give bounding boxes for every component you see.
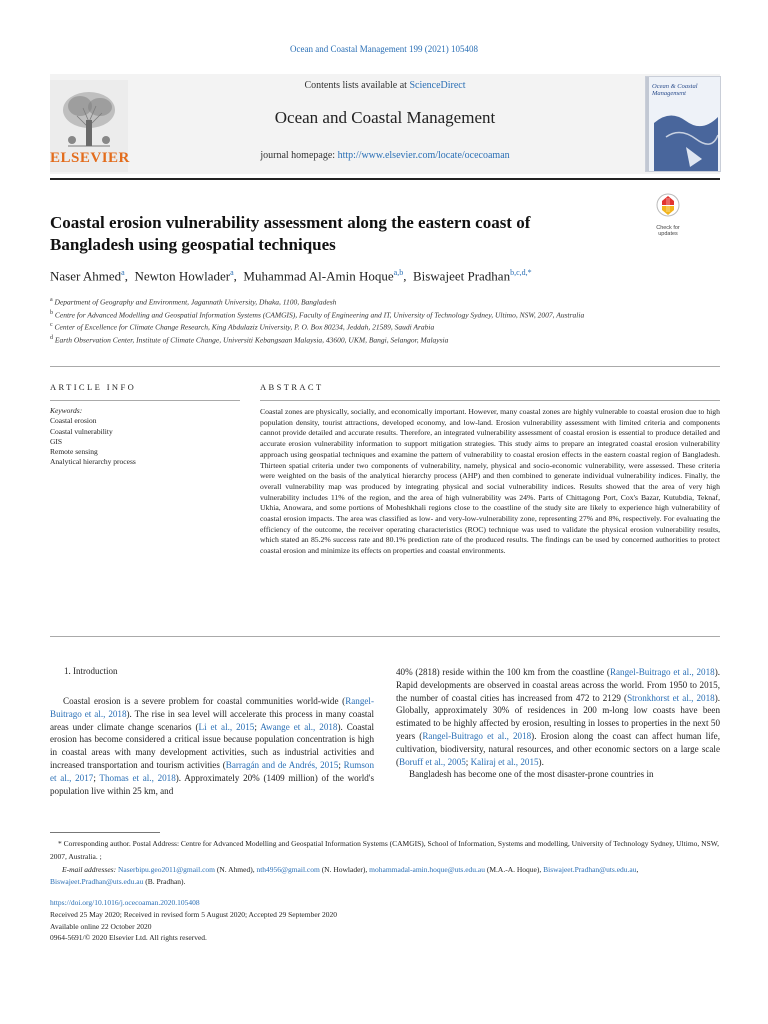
- email-label: E-mail addresses:: [62, 864, 117, 874]
- section-rule: [50, 366, 720, 367]
- corresponding-author-note: * Corresponding author. Postal Address: Centre for Advanced Modelling and Geospatial Information Systems (CAMGIS), School of Information, Systems and modelling, University of Technology Sydney, Ultimo, NSW, 2007, Australia. ;: [50, 839, 719, 861]
- affiliation-marker: d: [50, 334, 53, 341]
- body-text: ;: [338, 759, 344, 770]
- citation-link[interactable]: Stronkhorst et al., 2018: [627, 692, 715, 703]
- article-title-line-1: Coastal erosion vulnerability assessment along the eastern coast of: [50, 213, 531, 232]
- doi-link[interactable]: https://doi.org/10.1016/j.ocecoaman.2020.105408: [50, 898, 200, 907]
- citation-link[interactable]: Rangel-Buitrago et al., 2018: [609, 667, 715, 677]
- author-list: Naser Ahmed$^a$, Newton Howlader$^a$, Muhammad Al-Amin Hoque$^{a,b}$, Biswajeet Pradhan$^{b,c,d,*}$: [50, 268, 532, 284]
- contents-available-line: [140, 80, 630, 91]
- crossmark-icon: [648, 192, 688, 220]
- email-addresses: [50, 864, 720, 890]
- column-spacer: [50, 666, 374, 695]
- abstract-heading: ABSTRACT: [260, 382, 324, 392]
- contents-prefix: Contents lists available at: [304, 80, 410, 91]
- body-text: ). Erosion along the coast can affect human life, cultivation, biodiversity, natural resources, and other economic sectors on a large scale (: [396, 730, 720, 767]
- available-online: Available online 22 October 2020: [50, 921, 152, 931]
- citation-link[interactable]: Rumson et al., 2017: [50, 759, 374, 783]
- intro-left-column: [50, 666, 374, 797]
- citation-link[interactable]: Kaliraj et al., 2015: [470, 756, 539, 767]
- journal-homepage-link[interactable]: http://www.elsevier.com/locate/ocecoaman: [337, 150, 510, 161]
- sciencedirect-link[interactable]: ScienceDirect: [409, 80, 466, 91]
- abstract-text: Coastal zones are physically, socially, and economically important. However, many coastal zones are highly vulnerable to coastal erosion due to high population density, tourist attractions, developed economy, and low-land. Erosion vulnerability assessment with limited criteria and components cannot provide detailed and accurate results. Therefore, an integrated vulnerability assessment of coastal erosion is essential to produce detailed and accurate erosion vulnerability information to support mitigation strategies. This study aims to prepare an integrated coastal erosion vulnerability approach using geospatial techniques and examine the pattern of vulnerability to coastal erosion effects in the eastern coastal region of Bangladesh. Thirteen spatial criteria under two components of vulnerability, namely, physical and socio-economic vulnerability, were assessed. These criteria were weighted on the basis of the analytical hierarchy process (AHP) and then combined to generate individual vulnerability indices. Finally, the overall vulnerability map was produced by integrating physical and social vulnerability indices. Results showed that the area of very high vulnerability includes 11% of the region, and the area of high vulnerability was 24%. Parts of Chittagong Port, Cox's Bazar, Kutubdia, Teknaf, Ukhia, Anowara, and some portions of Moheshkhali regions close to the coastline of the study site are likely to experience high vulnerability of coastal erosion impacts. The area was classified as low- and very-low-vulnerability zone, representing 27% and 8%, respectively. For evaluating the efficiency of the outcome, the receiver operating characteristics (ROC) technique was used to validate the physical erosion vulnerability results, which stated an 85.2% success rate and 80.1% prediction rate of the produced results. The findings can be used by concerned authorities to protect coastal erosion and minimize its effects on properties and coastal environments.: [260, 407, 720, 556]
- article-info-heading: ARTICLE INFO: [50, 382, 137, 392]
- email-link[interactable]: Biswajeet.Pradhan@uts.edu.au: [50, 877, 144, 887]
- author-name[interactable]: Newton Howlader: [134, 268, 231, 284]
- body-text: (N. Ahmed),: [215, 864, 257, 874]
- email-list: [50, 865, 638, 887]
- publisher-name: ELSEVIER: [50, 150, 130, 166]
- body-rule: [50, 636, 720, 637]
- email-link[interactable]: mohammadal-amin.hoque@uts.edu.au: [369, 864, 486, 874]
- body-text: (B. Pradhan).: [143, 877, 186, 887]
- received-dates: Received 25 May 2020; Received in revised form 5 August 2020; Accepted 29 September 2020: [50, 909, 338, 919]
- body-text: ). Approximately 20% (1409 million) of the world's population live within 25 km, and: [50, 772, 374, 796]
- header-rule: [50, 178, 720, 180]
- body-text: (N. Howlader),: [319, 864, 370, 874]
- affiliation-item: [50, 333, 720, 346]
- keywords-label: Keywords:: [50, 406, 83, 415]
- author-name[interactable]: Naser Ahmed: [50, 268, 122, 284]
- keyword-item: Remote sensing: [50, 447, 98, 457]
- footnote-rule: [50, 832, 160, 833]
- journal-cover-image: [645, 76, 721, 172]
- journal-citation[interactable]: Ocean and Coastal Management 199 (2021) 105408: [290, 44, 478, 54]
- affiliation-marker: b: [50, 309, 53, 316]
- body-text: ,: [636, 864, 639, 874]
- article-info-rule: [50, 400, 240, 401]
- check-for-updates-button[interactable]: [648, 192, 688, 237]
- keyword-item: GIS: [50, 436, 63, 446]
- keywords-block: [50, 406, 240, 468]
- intro-right-column: [396, 666, 720, 781]
- body-text: ;: [465, 756, 471, 767]
- affiliation-text: Department of Geography and Environment, Jagannath University, Dhaka, 1100, Bangladesh: [54, 297, 337, 307]
- author-name[interactable]: Muhammad Al-Amin Hoque: [243, 268, 394, 284]
- affiliation-text: Center of Excellence for Climate Change Research, King Abdulaziz University, P. O. Box 80234, Jeddah, 21589, Saudi Arabia: [54, 322, 435, 332]
- crossmark-label-2: updates: [658, 231, 678, 237]
- journal-homepage-line: [140, 150, 630, 161]
- affiliation-marker: c: [50, 322, 53, 328]
- citation-link[interactable]: Rangel-Buitrago et al., 2018: [422, 730, 532, 741]
- introduction-heading: 1. Introduction: [64, 666, 118, 676]
- body-text: ). Coastal erosion has become considered a critical issue because population concentration is high in coastal areas with many development activities, such as industrial activities and increased transportation and tourism activities (: [50, 721, 375, 770]
- email-link[interactable]: Biswajeet.Pradhan@uts.edu.au: [543, 864, 637, 874]
- article-title: [50, 212, 610, 256]
- footnotes: [50, 838, 720, 889]
- affiliation-text: Centre for Advanced Modelling and Geospatial Information Systems (CAMGIS), Faculty of Engineering and IT, University of Technology Sydney, Ultimo, NSW, 2007, Australia: [54, 310, 585, 319]
- article-title-line-2: Bangladesh using geospatial techniques: [50, 235, 336, 254]
- citation-link[interactable]: Li et al., 2015: [198, 721, 255, 732]
- citation-link[interactable]: Barragán and de Andrés, 2015: [225, 759, 339, 770]
- intro-paragraph: [50, 695, 374, 797]
- body-text: ).: [538, 756, 544, 767]
- affiliation-text: Earth Observation Center, Institute of Climate Change, Universiti Kebangsaan Malaysia, 43600, UKM, Bangi, Selangor, Malaysia: [54, 335, 449, 344]
- body-text: ;: [93, 772, 100, 783]
- body-text: ). Rapid developments are observed in coastal areas across the world. From 1950 to 2015, the number of coastal cities has increased from 472 to 2129 (: [396, 667, 721, 703]
- email-link[interactable]: nth4956@gmail.com: [256, 864, 320, 874]
- affiliation-marker: a: [50, 297, 53, 303]
- body-text: ;: [254, 721, 261, 732]
- crossmark-label-1: Check for: [656, 225, 680, 231]
- intro-paragraph: Bangladesh has become one of the most disaster-prone countries in: [409, 769, 654, 780]
- email-link[interactable]: Naserbipu.geo2011@gmail.com: [117, 864, 215, 874]
- homepage-prefix: journal homepage:: [260, 150, 338, 161]
- cover-title: Ocean & Coastal Management: [652, 83, 698, 97]
- citation-link[interactable]: Rangel-Buitrago et al., 2018: [50, 696, 374, 719]
- citation-link[interactable]: Awange et al., 2018: [260, 721, 338, 732]
- author-name[interactable]: Biswajeet Pradhan: [412, 268, 511, 284]
- keyword-item: Coastal erosion: [50, 416, 97, 426]
- affiliation-item: [50, 308, 720, 321]
- abstract-rule: [260, 400, 720, 401]
- citation-link[interactable]: Thomas et al., 2018: [99, 772, 176, 783]
- journal-title: Ocean and Coastal Management: [274, 108, 496, 127]
- keyword-item: Coastal vulnerability: [50, 426, 113, 436]
- author-affiliation-marker[interactable]: a: [230, 268, 234, 277]
- keyword-item: Analytical hierarchy process: [50, 457, 136, 467]
- body-text: ). Globally, approximately 30% of residences in 200 m-long low coasts have been estimated to be highly affected by erosion, resulting in losses to properties in the next 50 years (: [396, 692, 720, 741]
- body-text: (M.A.-A. Hoque),: [485, 864, 544, 874]
- body-text: 40% (2818) reside within the 100 km from the coastline (: [396, 667, 610, 677]
- affiliation-item: [50, 320, 720, 333]
- body-text: ). The rise in sea level will accelerate this process in many coastal areas under climate change scenarios (: [50, 708, 374, 732]
- intro-paragraph: [396, 666, 720, 768]
- author-affiliation-marker[interactable]: a: [121, 268, 125, 277]
- article-history: [50, 897, 720, 944]
- copyright-line: 0964-5691/© 2020 Elsevier Ltd. All rights reserved.: [50, 933, 207, 943]
- citation-link[interactable]: Boruff et al., 2005: [399, 756, 466, 767]
- author-affiliation-marker[interactable]: a,b: [393, 268, 404, 277]
- affiliation-item: [50, 295, 720, 308]
- author-affiliation-marker[interactable]: b,c,d,*: [510, 268, 532, 277]
- body-text: Coastal erosion is a severe problem for coastal communities world-wide (: [63, 696, 346, 706]
- affiliation-list: [50, 295, 720, 345]
